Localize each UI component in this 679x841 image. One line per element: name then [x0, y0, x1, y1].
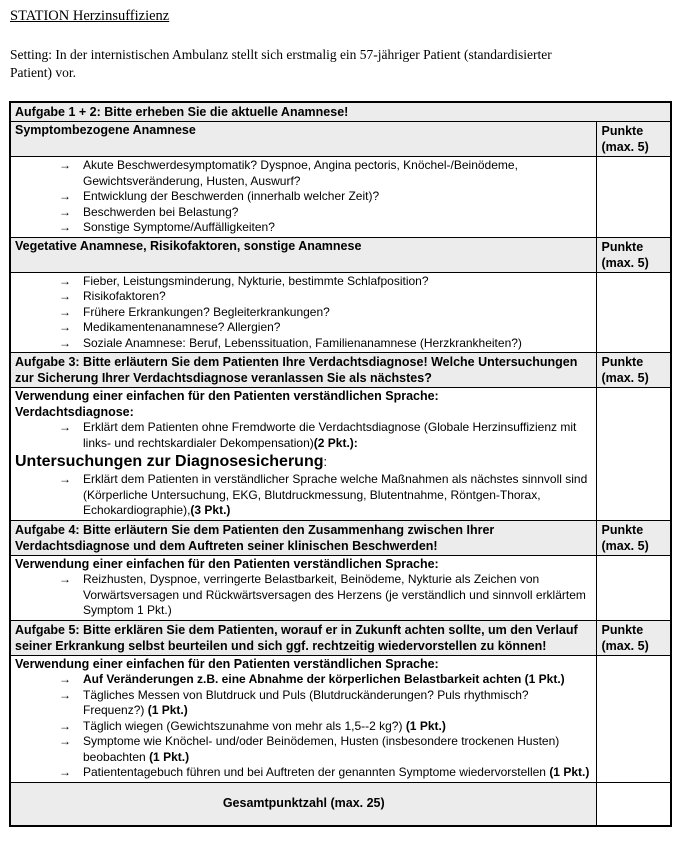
points-label: Punkte: [601, 622, 644, 637]
checklist-item-text: Medikamentenanamnese? Allergien?: [83, 320, 281, 335]
total-points-entry-cell: [597, 782, 671, 826]
points-max-label: (max. 5): [601, 638, 649, 653]
arrow-bullet-icon: →: [59, 335, 71, 350]
vegetative-items-cell: [10, 272, 597, 353]
task-3-header: Aufgabe 3: Bitte erläutern Sie dem Patienten Ihre Verdachtsdiagnose! Welche Untersuchungen zur Sicherung Ihrer Verdachtsdiagnose veranlassen Sie als nächstes?: [10, 353, 597, 388]
arrow-bullet-icon: →: [59, 734, 71, 749]
checklist-item: [59, 336, 592, 352]
language-lead-line: Verwendung einer einfachen für den Patienten verständlichen Sprache:: [15, 556, 439, 571]
points-header-cell: [597, 237, 671, 272]
points-entry-cell: [597, 555, 671, 620]
task-5-header: Aufgabe 5: Bitte erklären Sie dem Patienten, worauf er in Zukunft achten sollte, um den Verlauf seiner Erkrankung selbst beurteilen und sich ggf. rechtzeitig wiedervorstellen zu können!: [10, 620, 597, 655]
points-max-label: (max. 5): [601, 255, 649, 270]
task-3-body-row: [10, 388, 671, 521]
points-label: Punkte: [601, 239, 644, 254]
vegetative-section-header-row: [10, 237, 671, 272]
arrow-bullet-icon: →: [59, 672, 71, 687]
task-3-header-row: [10, 353, 671, 388]
task-1-2-header: Aufgabe 1 + 2: Bitte erheben Sie die aktuelle Anamnese!: [10, 102, 671, 122]
points-label: Punkte: [601, 522, 644, 537]
setting-paragraph: Setting: In der internistischen Ambulanz stellt sich erstmalig ein 57-jähriger Patient (standardisierter Patient) vor.: [10, 47, 552, 80]
checklist-item-text: Tägliches Messen von Blutdruck und Puls (Blutdruckänderungen? Puls rhythmisch? Frequenz?) (1 Pkt.): [83, 687, 529, 718]
language-lead-line: Verwendung einer einfachen für den Patienten verständlichen Sprache:: [15, 656, 439, 671]
symptom-items-cell: [10, 157, 597, 238]
points-header-cell: [597, 353, 671, 388]
total-label-cell: Gesamtpunktzahl (max. 25): [10, 782, 597, 826]
checklist-item-text: Sonstige Symptome/Auffälligkeiten?: [83, 220, 275, 235]
symptom-items-row: [10, 157, 671, 238]
arrow-bullet-icon: →: [59, 158, 71, 173]
task-5-body-row: [10, 655, 671, 782]
checklist-item-text: Täglich wiegen (Gewichtszunahme von mehr als 1,5--2 kg?) (1 Pkt.): [83, 718, 446, 733]
checklist-item: [59, 189, 592, 205]
arrow-bullet-icon: →: [59, 420, 71, 435]
checklist-item: [59, 572, 592, 619]
diagnosesicherung-heading: Untersuchungen zur Diagnosesicherung:: [15, 453, 327, 471]
checklist-item: [59, 274, 592, 290]
arrow-bullet-icon: →: [59, 765, 71, 780]
task-4-checklist: [15, 572, 592, 619]
checklist-item-text: Patiententagebuch führen und bei Auftreten der genannten Symptome wiedervorstellen (1 Pkt.): [83, 765, 590, 780]
checklist-item-text: Fieber, Leistungsminderung, Nykturie, bestimmte Schlafposition?: [83, 273, 429, 288]
symptom-section-header-row: [10, 122, 671, 157]
vegetative-section-header: Vegetative Anamnese, Risikofaktoren, sonstige Anamnese: [10, 237, 597, 272]
points-header-cell: [597, 620, 671, 655]
total-row: [10, 782, 671, 826]
task-5-checklist: [15, 672, 592, 781]
checklist-item: [59, 420, 592, 451]
checklist-item: [59, 205, 592, 221]
symptom-checklist: [15, 158, 592, 236]
checklist-item-text: Erklärt dem Patienten ohne Fremdworte die Verdachtsdiagnose (Globale Herzinsuffizienz mit links- und rechtskardialer Dekompensation)(2 Pkt.):: [83, 420, 577, 450]
points-entry-cell: [597, 388, 671, 521]
checklist-item-text: Reizhusten, Dyspnoe, verringerte Belastbarkeit, Beinödeme, Nykturie als Zeichen von Vorwärtsversagen und Rückwärtsversagen des Herzens (je verständlich und sinnvoll erklärtem Symptom 1 Pkt.): [83, 572, 586, 618]
checklist-item: [59, 672, 592, 688]
arrow-bullet-icon: →: [59, 572, 71, 587]
checklist-item-text: Symptome wie Knöchel- und/oder Beinödemen, Husten (insbesondere trockenen Husten) beobachten (1 Pkt.): [83, 734, 560, 764]
task-3-checklist-2: [15, 472, 592, 519]
checklist-item-text: Akute Beschwerdesymptomatik? Dyspnoe, Angina pectoris, Knöchel-/Beinödeme, Gewichtsveränderung, Husten, Auswurf?: [83, 158, 518, 188]
task-4-body-cell: [10, 555, 597, 620]
checklist-item: [59, 220, 592, 236]
checklist-item-text: Erklärt dem Patienten in verständlicher Sprache welche Maßnahmen als nächstes sinnvoll sind (Körperliche Untersuchung, EKG, Blutdruckmessung, Blutentnahme, Röntgen-Thorax, Echokardiographie),(3 Pkt.): [83, 472, 588, 518]
arrow-bullet-icon: →: [59, 472, 71, 487]
arrow-bullet-icon: →: [59, 304, 71, 319]
points-header-cell: [597, 520, 671, 555]
task-4-body-row: [10, 555, 671, 620]
points-label: Punkte: [601, 124, 644, 139]
vegetative-checklist: [15, 274, 592, 352]
arrow-bullet-icon: →: [59, 687, 71, 702]
task-3-checklist: [15, 420, 592, 451]
checklist-item-text: Beschwerden bei Belastung?: [83, 204, 239, 219]
arrow-bullet-icon: →: [59, 718, 71, 733]
checklist-item-text: Risikofaktoren?: [83, 289, 166, 304]
checklist-item-text: Entwicklung der Beschwerden (innerhalb welcher Zeit)?: [83, 189, 380, 204]
arrow-bullet-icon: →: [59, 220, 71, 235]
points-label: Punkte: [601, 355, 644, 370]
points-entry-cell: [597, 655, 671, 782]
points-entry-cell: [597, 272, 671, 353]
points-max-label: (max. 5): [601, 371, 649, 386]
station-checklist-table: [9, 101, 672, 827]
task-5-header-row: [10, 620, 671, 655]
language-lead-line: Verwendung einer einfachen für den Patienten verständlichen Sprache:: [15, 389, 439, 404]
points-max-label: (max. 5): [601, 140, 649, 155]
points-max-label: (max. 5): [601, 538, 649, 553]
checklist-item: [59, 734, 592, 765]
page-title: STATION Herzinsuffizienz: [10, 8, 170, 24]
checklist-item: [59, 472, 592, 519]
task-3-body-cell: [10, 388, 597, 521]
vegetative-items-row: [10, 272, 671, 353]
checklist-item: [59, 765, 592, 781]
arrow-bullet-icon: →: [59, 204, 71, 219]
arrow-bullet-icon: →: [59, 273, 71, 288]
task-4-header-row: [10, 520, 671, 555]
checklist-item-text: Auf Veränderungen z.B. eine Abnahme der körperlichen Belastbarkeit achten (1 Pkt.): [83, 672, 565, 687]
checklist-item: [59, 289, 592, 305]
checklist-item: [59, 320, 592, 336]
checklist-item: [59, 305, 592, 321]
symptom-section-header: Symptombezogene Anamnese: [10, 122, 597, 157]
points-entry-cell: [597, 157, 671, 238]
task-1-2-header-row: [10, 102, 671, 122]
arrow-bullet-icon: →: [59, 320, 71, 335]
checklist-item-text: Frühere Erkrankungen? Begleiterkrankungen?: [83, 304, 330, 319]
arrow-bullet-icon: →: [59, 189, 71, 204]
arrow-bullet-icon: →: [59, 289, 71, 304]
checklist-item: [59, 688, 592, 719]
checklist-item: [59, 719, 592, 735]
checklist-item: [59, 158, 592, 189]
task-5-body-cell: [10, 655, 597, 782]
task-4-header: Aufgabe 4: Bitte erläutern Sie dem Patienten den Zusammenhang zwischen Ihrer Verdachtsdiagnose und dem Auftreten seiner klinischen Beschwerden!: [10, 520, 597, 555]
checklist-item-text: Soziale Anamnese: Beruf, Lebenssituation, Familienanamnese (Herzkrankheiten?): [83, 335, 522, 350]
verdachtsdiagnose-subheading: Verdachtsdiagnose:: [15, 404, 134, 419]
points-header-cell: [597, 122, 671, 157]
